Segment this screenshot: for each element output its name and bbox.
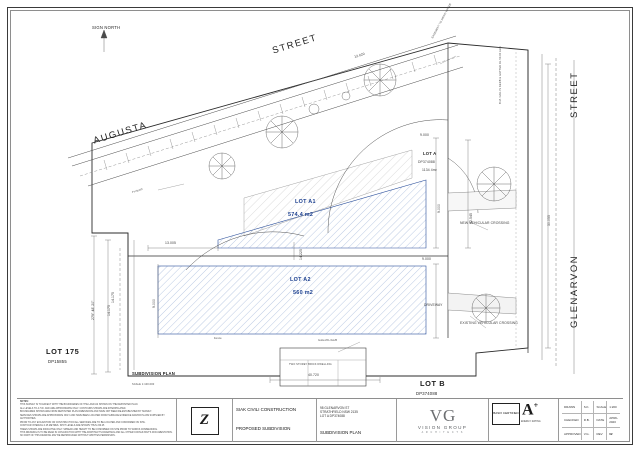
architect-name: VISION GROUP: [417, 425, 468, 430]
architect-logo-cell: [397, 399, 489, 442]
street-label-augusta: AUGUSTA: [91, 118, 149, 146]
dim-h: 12.020: [353, 51, 366, 59]
architect-discipline: A R C H I T E C T S: [421, 431, 464, 434]
address-cell: [317, 399, 397, 442]
plan-title: SUBDIVISION PLAN: [132, 371, 175, 376]
drawing-title: SUBDIVISION PLAN: [320, 430, 361, 435]
existing-crossing-note: EXISTING VEHICULAR CROSSING: [460, 321, 518, 325]
footpath-note: Footpath: [131, 187, 144, 194]
note-line: ALL LEVELS TO A.H.D. AND ARE APPROXIMATE ONLY. CONTOURS SHOWN ARE INTERPOLATED.: [20, 407, 127, 410]
lot-b-dp: DP374088: [416, 391, 438, 396]
rev-value: V.G.: [582, 428, 595, 440]
dim-c: 9.000: [420, 133, 429, 137]
energy-grade: [522, 402, 538, 418]
z-logo-icon: Z: [191, 407, 219, 435]
lot-a2-area: 560 m2: [293, 290, 314, 296]
rev-label: DATE: [594, 414, 607, 426]
address-line: LOT A DP374088: [320, 414, 345, 418]
rev-value: S.K.: [582, 401, 595, 413]
note-line: THIS SURVEY IS TO EFFECT WITH THE BOUNDARIES OF THE LAND AS SHOWN ON THE DEPOSITED PLAN.: [20, 404, 139, 407]
easement-note: EASEMENT TO DRAIN WATER: [431, 2, 453, 39]
lot-a-label: LOT A: [423, 151, 437, 156]
dim-e: 9.000: [422, 257, 431, 261]
right-dimension: 30.055: [547, 215, 551, 226]
table-row: [562, 401, 620, 414]
plan-scale-note: SCALE 1:100.000: [132, 383, 155, 386]
north-label: SIGN NORTH: [92, 25, 121, 30]
street-label-glenarvon: GLENARVON: [568, 254, 579, 328]
grade-plus: +: [533, 401, 539, 410]
title-block: [17, 398, 623, 442]
note-line: NO PART OF THIS DRAWING MAY BE REPRODUCED WITHOUT WRITTEN PERMISSION.: [20, 435, 116, 438]
left-dimension: 14.175: [107, 305, 111, 316]
lot-175-dp: DP15855: [48, 359, 67, 364]
lot-a1-label: LOT A1: [295, 199, 316, 205]
rev-label: DRAWN: [562, 401, 582, 413]
rev-value: APRIL 2020: [609, 416, 618, 425]
sheet-number: 02: [609, 431, 613, 436]
notes-heading: NOTES:: [20, 401, 29, 403]
lot-175-label: LOT 175: [46, 347, 80, 356]
table-row: [562, 414, 620, 427]
note-line: SERVICES SHOWN ARE APPROXIMATE ONLY AND HAVE BEEN LOCATED FROM SURFACE EVIDENCE AND/OR PLANS SUPPLIED BY AUTHORITIES.: [20, 414, 165, 421]
energy-caption: ENERGY RATING: [521, 420, 541, 423]
rev-label: SCALE: [594, 401, 607, 413]
lot-b-label: LOT B: [420, 379, 446, 388]
rev-label: CHECKED: [562, 414, 582, 426]
rev-value: R.B.: [582, 414, 595, 426]
engineer-logo-cell: [177, 399, 233, 442]
site-plan-drawing: [8, 2, 632, 398]
approval-stamp-cell: [489, 399, 559, 442]
rev-label: APPROVED: [562, 428, 582, 440]
revision-table: [559, 399, 623, 442]
address-line: STRATHFIELD NSW 2135: [320, 410, 358, 414]
dim-g: 14.225: [299, 249, 303, 260]
table-row: [562, 428, 620, 440]
note-line: THIS DRAWING IS TO BE READ IN CONJUNCTION WITH THE ARCHITECT'S DRAWINGS AND ALL OTHER CONSULTANT'S DOCUMENTATION.: [20, 431, 173, 434]
gutter-note: Gutter/KL/GL/B: [318, 339, 338, 342]
left-dimension-2: 14.175: [111, 292, 115, 303]
note-line: CONTOUR INTERVAL 0.25 METRES. SPOT LEVELS ARE SHOWN THUS x50.25: [20, 425, 105, 428]
note-line: BOUNDARIES SHOWN ARE FROM DEPOSITED PLAN DIMENSIONS AND HAVE NOT BEEN RE-ESTABLISHED BY SURVEY.: [20, 411, 152, 414]
lot-a2-label: LOT A2: [290, 277, 311, 283]
lot-a1-area: 574.4 m2: [288, 212, 314, 218]
street-label-top: STREET: [270, 31, 319, 56]
lot-a-extra: 1134 4m²: [422, 168, 437, 172]
engineer-name: SIAK CIVILI CONSTRUCTION: [236, 407, 297, 412]
basix-stamp: BASIX CERTIFIED: [492, 403, 520, 425]
new-crossing-note: NEW VEHICULAR CROSSING: [460, 221, 510, 225]
lot-a-dp: DP374088: [418, 160, 435, 164]
rev-label: REV: [594, 428, 607, 440]
notes-cell: [17, 399, 177, 442]
note-line: PRIOR TO ANY EXCAVATION OR CONSTRUCTION ALL SERVICES ARE TO BE LOCATED AND CONFIRMED ON SITE.: [20, 421, 146, 424]
dim-a: 40.720: [308, 373, 319, 377]
street-label-right: STREET: [568, 71, 579, 118]
benchmark-note: B.M. NAIL IN KERB & GUTTER RL 50.00 AHD: [499, 46, 502, 104]
driveway-note: DRIVEWAY: [424, 303, 443, 307]
rev-value: 1:200: [609, 405, 617, 410]
project-name: PROPOSED SUBDIVISION: [236, 426, 291, 431]
fence-note: Fence: [214, 337, 222, 340]
two-storey-note: TWO STOREY BRICK DWELLING: [289, 363, 332, 366]
client-cell: [233, 399, 317, 442]
dim-d: 9.000: [437, 204, 441, 213]
vision-group-logo-icon: V G: [429, 406, 456, 425]
dim-b: 13.005: [165, 241, 176, 245]
dim-f: 9.000: [152, 299, 156, 308]
left-bearing: 279° 48' 20": [91, 300, 95, 320]
right-dimension-2: 32.545: [469, 213, 473, 224]
note-line: TREES SHOWN ARE INDICATIVE ONLY. SPREAD AND HEIGHT TO BE CONFIRMED ON SITE PRIOR TO WORKS COMMENCING.: [20, 428, 158, 431]
grade-letter: A: [522, 401, 534, 419]
address-line: 98 GLENARVON ST: [320, 406, 350, 410]
